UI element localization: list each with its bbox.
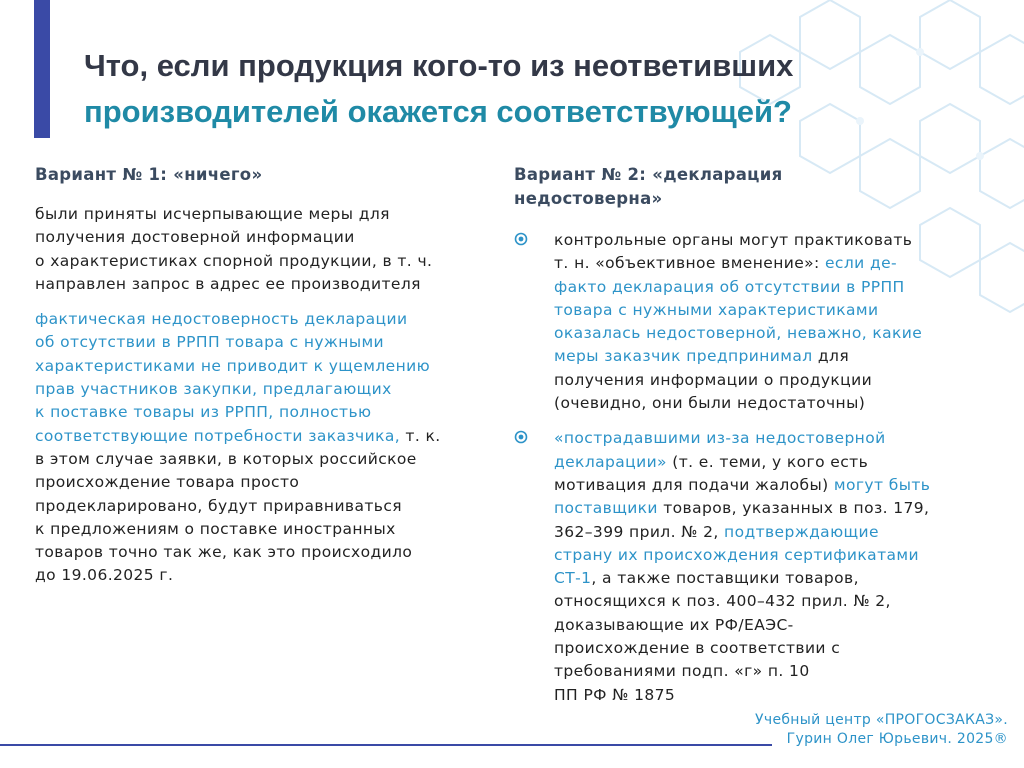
highlight-text: если де- [819, 254, 897, 273]
text-line: т. к. [400, 426, 441, 445]
variant-2-heading [514, 163, 984, 211]
variant-2-column [514, 163, 984, 707]
highlight-text-line: меры заказчик предпринимал [554, 347, 813, 366]
variant-1-paragraph-2 [35, 308, 505, 588]
text: товаров, указанных в поз. 179, [657, 499, 930, 518]
text: (т. е. теми, у кого есть [666, 452, 869, 471]
page-title [84, 43, 1014, 135]
variant-1-column [35, 163, 505, 588]
footer-credit [755, 711, 1008, 749]
variant-1-heading: Вариант № 1: «ничего» [35, 165, 263, 184]
footer-line-1: Учебный центр «ПРОГОСЗАКАЗ». [755, 712, 1008, 728]
text-line: происхождение в соответствии с [554, 639, 841, 658]
highlight-text-line: товара с нужными характеристиками [554, 300, 879, 319]
text-line: требованиями подп. «г» п. 10 [554, 662, 810, 681]
highlight-text: могут быть [828, 475, 931, 494]
title-line-2: производителей окажется соответствующей? [84, 94, 792, 129]
highlight-text-line: оказалась недостоверной, неважно, какие [554, 324, 923, 343]
variant-1-paragraph-1 [35, 203, 505, 296]
text-line: о характеристиках спорной продукции, в т. ч. [35, 251, 433, 270]
highlight-text: поставщики [554, 499, 658, 518]
text: , а также поставщики товаров, [591, 569, 859, 588]
title-accent-bar [34, 0, 50, 138]
footer-divider [0, 744, 772, 746]
heading-line: недостоверна» [514, 189, 663, 208]
text: для [812, 347, 850, 366]
text-line: ПП РФ № 1875 [554, 685, 676, 704]
text-line: получения информации о продукции [554, 370, 873, 389]
highlight-text: декларации» [554, 452, 667, 471]
target-bullet-icon [514, 430, 528, 444]
highlight-text-line: соответствующие потребности заказчика, [35, 426, 401, 445]
text-line: продекларировано, будут приравниваться [35, 496, 402, 515]
text-line: т. н. «объективное вменение»: [554, 254, 820, 273]
highlight-text: СТ-1 [554, 569, 592, 588]
text-line: получения достоверной информации [35, 228, 355, 247]
text: 362–399 прил. № 2, [554, 522, 719, 541]
text: мотивация для подачи жалобы) [554, 475, 829, 494]
variant-2-bullet-2 [514, 427, 984, 707]
text-line: были приняты исчерпывающие меры для [35, 205, 390, 223]
text-line: (очевидно, они были недостаточны) [554, 394, 866, 413]
variant-2-bullet-1 [514, 229, 984, 415]
text-line: в этом случае заявки, в которых российское [35, 449, 417, 468]
text-line: относящихся к поз. 400–432 прил. № 2, [554, 592, 891, 611]
text-line: контрольные органы могут практиковать [554, 231, 913, 249]
highlight-text-line: страну их происхождения сертификатами [554, 545, 919, 564]
text-line: товаров точно так же, как это происходило [35, 543, 413, 562]
text-line: происхождение товара просто [35, 473, 300, 492]
highlight-text: подтверждающие [718, 522, 879, 541]
highlight-text-line: об отсутствии в РРПП товара с нужными [35, 333, 385, 352]
highlight-text-line: фактическая недостоверность декларации [35, 310, 408, 329]
highlight-text-line: к поставке товары из РРПП, полностью [35, 403, 372, 422]
highlight-text-line: факто декларация об отсутствии в РРПП [554, 277, 905, 296]
text-line: к предложениям о поставке иностранных [35, 519, 396, 538]
text-line: доказывающие их РФ/ЕАЭС- [554, 615, 794, 634]
footer-line-2: Гурин Олег Юрьевич. 2025® [786, 731, 1008, 747]
title-line-1: Что, если продукция кого-то из неответивших [84, 48, 794, 83]
highlight-text-line: прав участников закупки, предлагающих [35, 380, 392, 399]
highlight-text-line: «пострадавшими из-за недостоверной [554, 429, 886, 448]
text-line: направлен запрос в адрес ее производителя [35, 274, 421, 293]
highlight-text-line: характеристиками не приводит к ущемлению [35, 356, 431, 375]
text-line: до 19.06.2025 г. [35, 566, 174, 585]
heading-line: Вариант № 2: «декларация [514, 165, 783, 184]
target-bullet-icon [514, 232, 528, 246]
